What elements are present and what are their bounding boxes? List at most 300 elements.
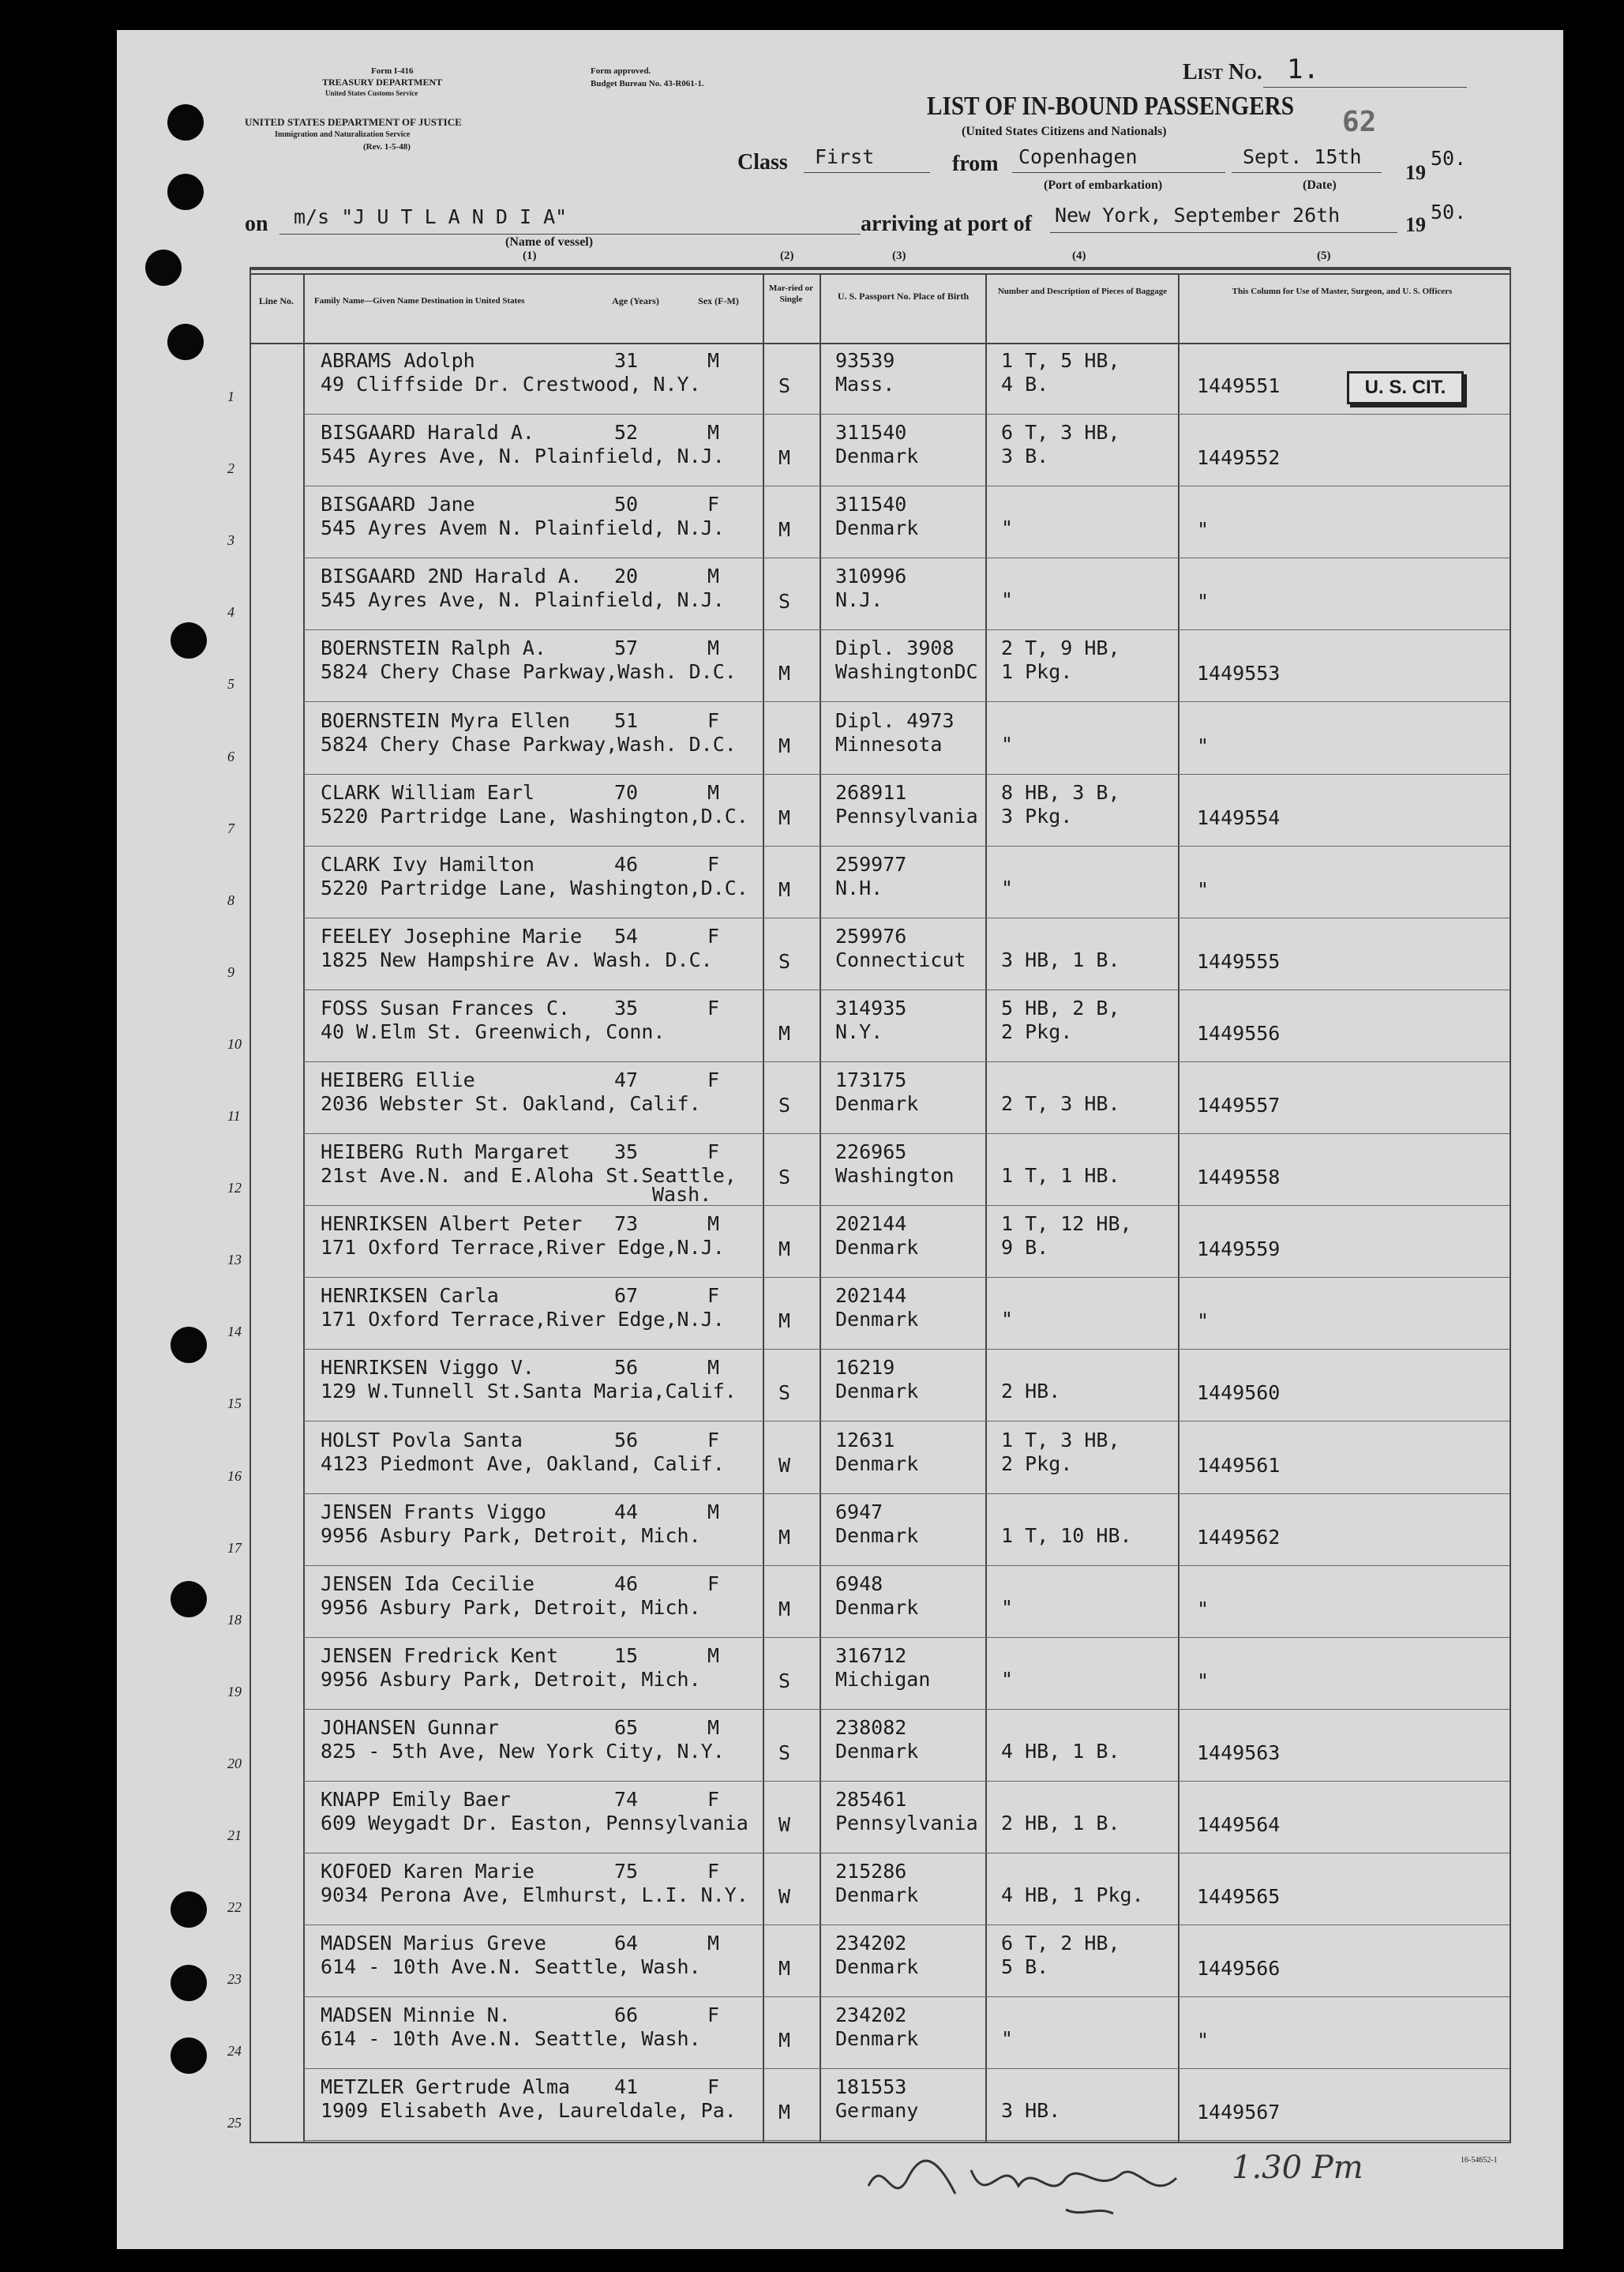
punch-hole [167, 104, 204, 141]
marital-status: S [778, 1669, 791, 1692]
table-row [227, 1134, 1510, 1207]
passenger-age: 74 [614, 1788, 639, 1811]
baggage-line-1: 8 HB, 3 B, [1001, 780, 1120, 804]
marital-status: M [778, 446, 791, 470]
column-header-sex: Sex (F-M) [698, 295, 739, 306]
table-row [227, 343, 1510, 415]
baggage-line-2: 1 T, 1 HB. [1001, 1164, 1120, 1188]
line-number: 16 [227, 1467, 242, 1484]
page-title: LIST OF IN-BOUND PASSENGERS [927, 92, 1294, 121]
departure-date: Sept. 15th [1243, 145, 1362, 168]
destination-address: 171 Oxford Terrace,River Edge,N.J. [321, 1308, 725, 1331]
from-underline [1012, 172, 1225, 173]
passport-number: 93539 [835, 349, 895, 372]
baggage-line-2: " [1001, 516, 1014, 540]
arrival-port-date: New York, September 26th [1055, 204, 1341, 227]
line-number: 4 [227, 604, 234, 621]
passenger-name: HENRIKSEN Albert Peter [321, 1212, 583, 1236]
passport-number: 16219 [835, 1356, 895, 1380]
baggage-line-2: 2 Pkg. [1001, 1451, 1073, 1475]
table-row [227, 703, 1510, 775]
passenger-name: BISGAARD Harald A. [321, 421, 534, 445]
baggage-line-2: " [1001, 588, 1014, 612]
passenger-name: KOFOED Karen Marie [321, 1860, 534, 1883]
destination-address: 545 Ayres Avem N. Plainfield, N.J. [321, 516, 725, 540]
baggage-line-1: 2 T, 9 HB, [1001, 637, 1120, 660]
passenger-name: CLARK William Earl [321, 780, 534, 804]
passport-number: 259976 [835, 924, 907, 948]
passenger-sex: F [707, 493, 720, 516]
marital-status: M [778, 734, 791, 757]
table-row [227, 1853, 1510, 1925]
line-number: 10 [227, 1035, 242, 1052]
baggage-line-2: 1 Pkg. [1001, 660, 1073, 684]
table-row [227, 415, 1510, 486]
table-row [227, 1997, 1510, 2069]
destination-address: 614 - 10th Ave.N. Seattle, Wash. [321, 2027, 701, 2051]
passenger-name: MADSEN Minnie N. [321, 2003, 511, 2027]
passenger-name: MADSEN Marius Greve [321, 1932, 546, 1955]
passenger-age: 65 [614, 1715, 639, 1739]
marital-status: M [778, 877, 791, 901]
form-revision: (Rev. 1-5-48) [363, 142, 411, 152]
port-embarkation-label: (Port of embarkation) [1044, 178, 1163, 192]
passport-number: 202144 [835, 1212, 907, 1236]
punch-hole [167, 174, 204, 210]
marital-status: W [778, 1813, 791, 1836]
passenger-sex: M [707, 565, 720, 588]
table-top-rule-2 [249, 273, 1511, 275]
passenger-age: 70 [614, 780, 639, 804]
line-number: 3 [227, 532, 234, 549]
baggage-line-1: 1 T, 12 HB, [1001, 1212, 1132, 1236]
baggage-line-1: 1 T, 5 HB, [1001, 349, 1120, 372]
line-number: 20 [227, 1755, 242, 1771]
baggage-line-1: 6 T, 2 HB, [1001, 1932, 1120, 1955]
table-top-rule [249, 267, 1511, 270]
place-of-birth: Denmark [835, 1883, 919, 1907]
marital-status: W [778, 1885, 791, 1909]
baggage-line-2: 2 HB, 1 B. [1001, 1812, 1120, 1834]
punch-hole [171, 1327, 207, 1363]
place-of-birth: Mass. [835, 373, 895, 396]
vessel-underline [279, 234, 861, 235]
line-number: 7 [227, 820, 234, 836]
passenger-name: BOERNSTEIN Ralph A. [321, 637, 546, 660]
baggage-line-2: 3 Pkg. [1001, 804, 1073, 828]
passport-number: 259977 [835, 852, 907, 876]
form-number: Form I-416 [371, 66, 414, 76]
baggage-line-1: 6 T, 3 HB, [1001, 421, 1120, 445]
place-of-birth: Denmark [835, 1595, 919, 1619]
passport-number: Dipl. 4973 [835, 708, 955, 732]
marital-status: S [778, 949, 791, 973]
destination-address: 609 Weygadt Dr. Easton, Pennsylvania [321, 1812, 748, 1834]
line-number: 15 [227, 1395, 242, 1412]
budget-bureau: Budget Bureau No. 43-R061-1. [591, 79, 704, 88]
marital-status: M [778, 2029, 791, 2052]
baggage-line-2: 3 HB. [1001, 2099, 1061, 2123]
line-number: 18 [227, 1611, 242, 1628]
place-of-birth: N.H. [835, 876, 883, 899]
passenger-name: JENSEN Ida Cecilie [321, 1572, 534, 1595]
passport-number: 234202 [835, 1932, 907, 1955]
passenger-name: ABRAMS Adolph [321, 349, 475, 372]
passenger-age: 46 [614, 1572, 639, 1595]
column-number-3: (3) [892, 250, 906, 262]
passenger-sex: F [707, 1860, 720, 1883]
table-row [227, 990, 1510, 1062]
passenger-age: 35 [614, 1140, 639, 1164]
page-subtitle: (United States Citizens and Nationals) [962, 125, 1167, 138]
baggage-line-2: 4 HB, 1 Pkg. [1001, 1883, 1144, 1907]
table-right-border [1510, 267, 1511, 2142]
line-number: 2 [227, 460, 234, 477]
table-row [227, 775, 1510, 847]
officer-number: 1449555 [1197, 949, 1281, 973]
passenger-sex: M [707, 1643, 720, 1667]
treasury-department: TREASURY DEPARTMENT [322, 77, 443, 88]
officer-number: 1449560 [1197, 1381, 1281, 1405]
punch-hole [171, 1891, 207, 1928]
arrival-year-prefix: 19 [1405, 213, 1426, 236]
officer-number: 1449567 [1197, 2101, 1281, 2124]
marital-status: M [778, 2101, 791, 2124]
column-header-line-no: Line No. [258, 295, 294, 306]
place-of-birth: Germany [835, 2099, 919, 2123]
form-approved: Form approved. [591, 66, 651, 76]
destination-address: 9956 Asbury Park, Detroit, Mich. [321, 1595, 701, 1619]
marital-status: S [778, 1741, 791, 1764]
table-row [227, 1494, 1510, 1566]
passenger-sex: F [707, 1140, 720, 1164]
baggage-line-2: 9 B. [1001, 1236, 1049, 1260]
year-value: 50. [1431, 147, 1467, 170]
passenger-age: 57 [614, 637, 639, 660]
customs-service: United States Customs Service [325, 89, 418, 97]
officer-number: 1449562 [1197, 1525, 1281, 1549]
marital-status: M [778, 1957, 791, 1981]
passenger-age: 51 [614, 708, 639, 732]
passenger-name: BOERNSTEIN Myra Ellen [321, 708, 571, 732]
marital-status: S [778, 1094, 791, 1117]
punch-hole [171, 1965, 207, 2001]
officer-number: 1449552 [1197, 446, 1281, 470]
arriving-label: arriving at port of [861, 212, 1032, 236]
table-row [227, 1710, 1510, 1782]
passport-number: 215286 [835, 1860, 907, 1883]
passenger-sex: F [707, 996, 720, 1020]
column-header-family-name: Family Name—Given Name Destination in United States [314, 296, 525, 306]
passport-number: 226965 [835, 1140, 907, 1164]
baggage-line-2: 2 Pkg. [1001, 1020, 1073, 1043]
passport-number: 173175 [835, 1068, 907, 1091]
list-number-underline [1263, 87, 1467, 88]
line-number: 8 [227, 892, 234, 908]
table-row [227, 1422, 1510, 1494]
passenger-sex: F [707, 852, 720, 876]
officer-number: " [1197, 1309, 1210, 1333]
place-of-birth: Denmark [835, 1236, 919, 1260]
place-of-birth: Denmark [835, 1308, 919, 1331]
table-row [227, 1206, 1510, 1278]
passenger-sex: M [707, 1715, 720, 1739]
officer-number: " [1197, 518, 1210, 542]
officer-number: 1449559 [1197, 1237, 1281, 1261]
marital-status: S [778, 590, 791, 614]
officer-number: " [1197, 734, 1210, 757]
column-header-baggage: Number and Description of Pieces of Baggage [997, 287, 1168, 296]
immigration-service: Immigration and Naturalization Service [275, 130, 411, 139]
passenger-sex: M [707, 1500, 720, 1523]
line-number: 17 [227, 1539, 242, 1556]
officer-number: 1449566 [1197, 1957, 1281, 1981]
passport-number: 311540 [835, 421, 907, 445]
place-of-birth: Denmark [835, 1739, 919, 1763]
passenger-sex: F [707, 1572, 720, 1595]
passport-number: 12631 [835, 1428, 895, 1451]
officer-number: " [1197, 2029, 1210, 2052]
column-number-4: (4) [1072, 250, 1086, 262]
destination-address: 9956 Asbury Park, Detroit, Mich. [321, 1523, 701, 1547]
line-number: 6 [227, 748, 234, 764]
baggage-line-2: 4 B. [1001, 373, 1049, 396]
passport-number: 6947 [835, 1500, 883, 1523]
destination-address: 171 Oxford Terrace,River Edge,N.J. [321, 1236, 725, 1260]
passenger-age: 47 [614, 1068, 639, 1091]
vessel-label: (Name of vessel) [505, 235, 594, 249]
passenger-age: 67 [614, 1284, 639, 1308]
us-citizen-stamp: U. S. CIT. [1347, 371, 1464, 404]
passenger-sex: F [707, 1428, 720, 1451]
passenger-name: CLARK Ivy Hamilton [321, 852, 534, 876]
list-number: 1. [1287, 54, 1319, 85]
passport-number: 316712 [835, 1643, 907, 1667]
punch-hole [145, 250, 182, 286]
baggage-line-2: " [1001, 732, 1014, 756]
marital-status: S [778, 374, 791, 397]
passenger-age: 64 [614, 1932, 639, 1955]
officer-number: 1449565 [1197, 1885, 1281, 1909]
table-row [227, 486, 1510, 558]
baggage-line-2: " [1001, 1667, 1014, 1691]
place-of-birth: N.J. [835, 588, 883, 612]
page-number: 62 [1342, 106, 1377, 138]
passport-number: 238082 [835, 1715, 907, 1739]
marital-status: M [778, 1021, 791, 1045]
baggage-line-2: 4 HB, 1 B. [1001, 1739, 1120, 1763]
destination-address: 5220 Partridge Lane, Washington,D.C. [321, 804, 748, 828]
destination-address: 40 W.Elm St. Greenwich, Conn. [321, 1020, 666, 1043]
line-number: 25 [227, 2115, 242, 2131]
passenger-sex: M [707, 421, 720, 445]
passenger-name: KNAPP Emily Baer [321, 1788, 511, 1811]
punch-hole [167, 324, 204, 360]
officer-number: 1449558 [1197, 1166, 1281, 1189]
punch-hole [171, 2037, 207, 2074]
destination-address: 9034 Perona Ave, Elmhurst, L.I. N.Y. [321, 1883, 748, 1907]
passport-number: 234202 [835, 2003, 907, 2027]
place-of-birth: Denmark [835, 445, 919, 468]
table-row [227, 2069, 1510, 2141]
marital-status: M [778, 518, 791, 542]
officer-number: 1449556 [1197, 1021, 1281, 1045]
table-row [227, 1350, 1510, 1421]
line-number: 1 [227, 389, 234, 404]
print-code: 16-54652-1 [1461, 2156, 1498, 2165]
line-number: 19 [227, 1683, 242, 1699]
line-number: 22 [227, 1899, 242, 1916]
passenger-age: 15 [614, 1643, 639, 1667]
passport-number: 310996 [835, 565, 907, 588]
baggage-line-2: " [1001, 1595, 1014, 1619]
marital-status: M [778, 1597, 791, 1620]
from-label: from [952, 152, 999, 176]
passenger-sex: M [707, 1356, 720, 1380]
destination-address: 545 Ayres Ave, N. Plainfield, N.J. [321, 588, 725, 612]
baggage-line-2: " [1001, 2027, 1014, 2051]
marital-status: S [778, 1381, 791, 1405]
passenger-name: JENSEN Frants Viggo [321, 1500, 546, 1523]
officer-number: 1449553 [1197, 662, 1281, 685]
table-row [227, 558, 1510, 630]
marital-status: M [778, 1237, 791, 1261]
passenger-sex: F [707, 924, 720, 948]
marital-status: M [778, 1309, 791, 1333]
place-of-birth: Minnesota [835, 732, 943, 756]
arrival-year: 50. [1431, 201, 1467, 223]
passport-number: 311540 [835, 493, 907, 516]
passport-number: 202144 [835, 1284, 907, 1308]
date-label: (Date) [1303, 178, 1337, 192]
passenger-age: 54 [614, 924, 639, 948]
line-number: 12 [227, 1180, 242, 1196]
passenger-name: HENRIKSEN Viggo V. [321, 1356, 534, 1380]
year-prefix: 19 [1405, 161, 1426, 184]
passenger-name: METZLER Gertrude Alma [321, 2075, 571, 2099]
table-row [227, 630, 1510, 702]
place-of-birth: Denmark [835, 2027, 919, 2051]
column-header-passport: U. S. Passport No. Place of Birth [837, 291, 970, 302]
officer-number: 1449551 [1197, 374, 1281, 397]
class-label: Class [737, 150, 788, 175]
passenger-sex: M [707, 349, 720, 372]
place-of-birth: Denmark [835, 1955, 919, 1979]
passenger-age: 75 [614, 1860, 639, 1883]
passenger-name: HEIBERG Ruth Margaret [321, 1140, 571, 1164]
table-row [227, 1638, 1510, 1710]
marital-status: M [778, 806, 791, 829]
place-of-birth: Michigan [835, 1667, 931, 1691]
baggage-line-2: 3 B. [1001, 445, 1049, 468]
marital-status: M [778, 662, 791, 685]
officer-number: " [1197, 590, 1210, 614]
passenger-sex: F [707, 1284, 720, 1308]
place-of-birth: Connecticut [835, 948, 966, 971]
baggage-line-2: 3 HB, 1 B. [1001, 948, 1120, 971]
place-of-birth: N.Y. [835, 1020, 883, 1043]
passenger-name: FEELEY Josephine Marie [321, 924, 583, 948]
line-number: 14 [227, 1324, 242, 1340]
destination-address: 21st Ave.N. and E.Aloha St.Seattle, [321, 1164, 737, 1188]
column-header-officers: This Column for Use of Master, Surgeon, and U. S. Officers [1232, 287, 1453, 296]
place-of-birth: Denmark [835, 1380, 919, 1403]
baggage-line-1: 5 HB, 2 B, [1001, 996, 1120, 1020]
destination-address: 614 - 10th Ave.N. Seattle, Wash. [321, 1955, 701, 1979]
arrival-underline [1050, 232, 1397, 233]
passenger-name: HENRIKSEN Carla [321, 1284, 499, 1308]
passenger-sex: F [707, 1788, 720, 1811]
officer-number: 1449557 [1197, 1094, 1281, 1117]
officer-number: 1449564 [1197, 1813, 1281, 1836]
signature-time: 1.30 Pm [1232, 2150, 1363, 2186]
officer-number: " [1197, 1597, 1210, 1620]
vessel-name: m/s "J U T L A N D I A" [294, 205, 568, 228]
destination-address: 1825 New Hampshire Av. Wash. D.C. [321, 948, 713, 971]
passenger-sex: F [707, 1068, 720, 1091]
marital-status: S [778, 1166, 791, 1189]
destination-address-continued: Wash. [652, 1183, 712, 1207]
column-number-2: (2) [780, 250, 794, 262]
place-of-birth: WashingtonDC [835, 660, 978, 684]
destination-address: 129 W.Tunnell St.Santa Maria,Calif. [321, 1380, 737, 1403]
baggage-line-2: " [1001, 1308, 1014, 1331]
column-number-1: (1) [523, 250, 537, 262]
passenger-sex: F [707, 2075, 720, 2099]
passenger-sex: M [707, 637, 720, 660]
passport-number: 181553 [835, 2075, 907, 2099]
list-number-label: List No. [1183, 60, 1262, 84]
passenger-sex: M [707, 780, 720, 804]
passenger-age: 56 [614, 1356, 639, 1380]
destination-address: 5824 Chery Chase Parkway,Wash. D.C. [321, 732, 737, 756]
table-row [227, 1278, 1510, 1350]
column-header-married: Mar-ried or Single [768, 284, 814, 304]
passenger-name: HEIBERG Ellie [321, 1068, 475, 1091]
line-number: 9 [227, 963, 234, 980]
table-row [227, 1062, 1510, 1134]
passenger-name: BISGAARD 2ND Harald A. [321, 565, 583, 588]
baggage-line-1: 1 T, 3 HB, [1001, 1428, 1120, 1451]
destination-address: 49 Cliffside Dr. Crestwood, N.Y. [321, 373, 701, 396]
destination-address: 1909 Elisabeth Ave, Laureldale, Pa. [321, 2099, 737, 2123]
table-row [227, 918, 1510, 990]
destination-address: 545 Ayres Ave, N. Plainfield, N.J. [321, 445, 725, 468]
officer-number: " [1197, 1669, 1210, 1692]
passenger-name: HOLST Povla Santa [321, 1428, 523, 1451]
place-of-birth: Denmark [835, 1523, 919, 1547]
passenger-sex: F [707, 708, 720, 732]
date-underline [1232, 172, 1382, 173]
officer-number: " [1197, 877, 1210, 901]
class-underline [804, 172, 930, 173]
line-number: 11 [227, 1108, 241, 1124]
passenger-age: 50 [614, 493, 639, 516]
passenger-sex: F [707, 2003, 720, 2027]
passport-number: Dipl. 3908 [835, 637, 955, 660]
place-of-birth: Denmark [835, 1092, 919, 1115]
place-of-birth: Pennsylvania [835, 1812, 978, 1834]
line-number: 5 [227, 676, 234, 693]
baggage-line-2: " [1001, 876, 1014, 899]
table-row [227, 847, 1510, 918]
passenger-age: 56 [614, 1428, 639, 1451]
marital-status: M [778, 1525, 791, 1549]
passenger-age: 73 [614, 1212, 639, 1236]
destination-address: 4123 Piedmont Ave, Oakland, Calif. [321, 1451, 725, 1475]
place-of-birth: Denmark [835, 1451, 919, 1475]
class-value: First [815, 145, 875, 168]
